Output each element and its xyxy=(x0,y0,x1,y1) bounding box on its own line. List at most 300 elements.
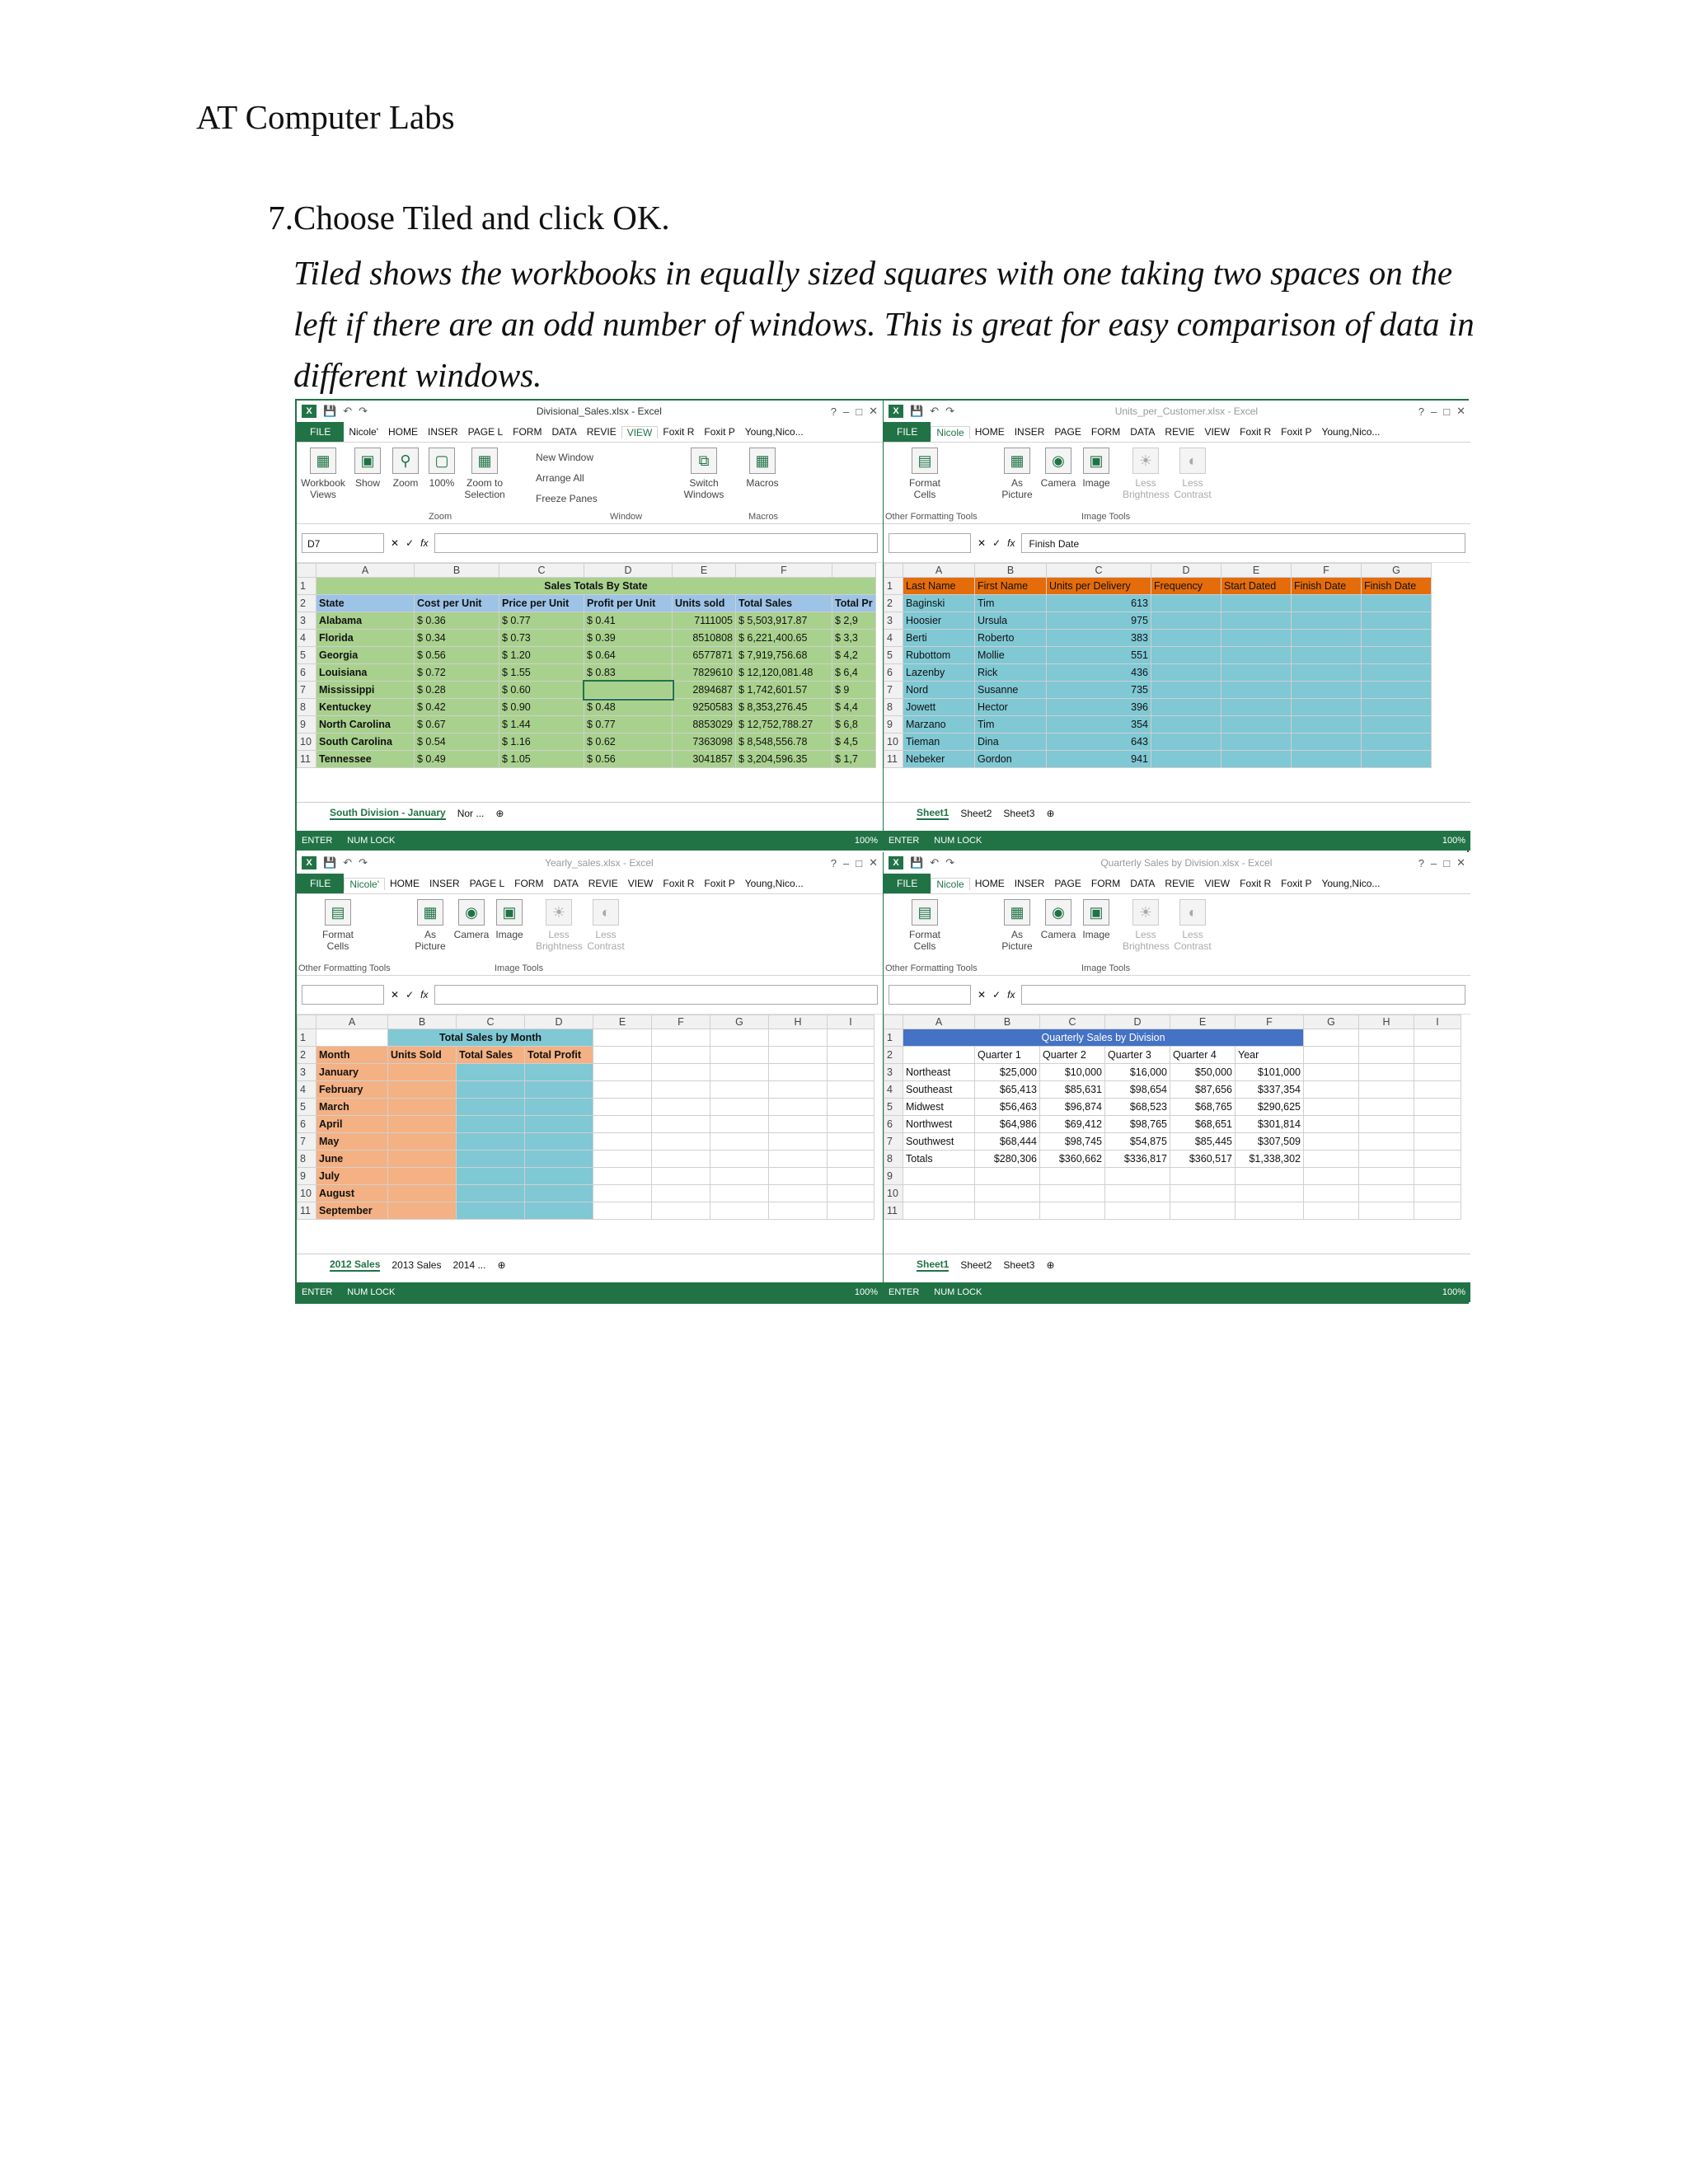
select-all-corner[interactable] xyxy=(298,564,316,578)
empty-cell[interactable] xyxy=(1414,1151,1461,1168)
value-cell[interactable]: 8510808 xyxy=(673,630,736,647)
tab-data[interactable]: DATA xyxy=(1130,878,1156,889)
macros-button[interactable] xyxy=(742,448,783,489)
value-cell[interactable]: 2894687 xyxy=(673,682,736,699)
tab-file[interactable]: FILE xyxy=(297,422,344,442)
value-cell[interactable]: $360,662 xyxy=(1040,1151,1105,1168)
help-icon[interactable]: ? xyxy=(830,405,837,418)
tab-view[interactable]: VIEW xyxy=(1204,878,1231,889)
value-cell[interactable]: $336,817 xyxy=(1105,1151,1170,1168)
value-cell[interactable]: $ 0.77 xyxy=(499,612,584,630)
empty-cell[interactable] xyxy=(1414,1116,1461,1133)
last-name-cell[interactable]: Rubottom xyxy=(903,647,975,664)
first-name-cell[interactable]: Dina xyxy=(975,733,1047,751)
empty-cell[interactable] xyxy=(652,1133,710,1151)
empty-cell[interactable] xyxy=(652,1064,710,1081)
value-cell[interactable]: 8853029 xyxy=(673,716,736,733)
cancel-icon[interactable]: ✕ xyxy=(391,989,400,1001)
empty-cell[interactable] xyxy=(388,1202,457,1220)
empty-cell[interactable] xyxy=(1362,733,1432,751)
empty-cell[interactable] xyxy=(1221,595,1292,612)
tab-data[interactable]: DATA xyxy=(551,426,577,438)
empty-cell[interactable] xyxy=(1221,751,1292,768)
column-header[interactable]: G xyxy=(710,1015,769,1029)
formula-input[interactable]: Finish Date xyxy=(1021,533,1465,553)
zoom-to-selection-button[interactable] xyxy=(462,448,508,500)
column-label[interactable]: Start Dated xyxy=(1221,578,1292,595)
value-cell[interactable]: $ 0.64 xyxy=(584,647,673,664)
empty-cell[interactable] xyxy=(1304,1133,1359,1151)
empty-cell[interactable] xyxy=(457,1168,525,1185)
state-cell[interactable]: Mississippi xyxy=(316,682,415,699)
row-header[interactable]: 3 xyxy=(884,1064,903,1081)
sheet-tab-2[interactable]: Sheet2 xyxy=(960,808,992,819)
empty-cell[interactable] xyxy=(457,1099,525,1116)
division-cell[interactable]: Northwest xyxy=(903,1116,975,1133)
empty-cell[interactable] xyxy=(828,1185,874,1202)
empty-cell[interactable] xyxy=(1221,647,1292,664)
tab-foxit-reader[interactable]: Foxit R xyxy=(663,878,695,889)
value-cell[interactable]: $69,412 xyxy=(1040,1116,1105,1133)
empty-cell[interactable] xyxy=(593,1047,652,1064)
row-header[interactable]: 8 xyxy=(884,699,903,716)
empty-cell[interactable] xyxy=(1304,1047,1359,1064)
value-cell[interactable]: $ 0.48 xyxy=(584,699,673,716)
column-header[interactable]: B xyxy=(975,1015,1040,1029)
empty-cell[interactable] xyxy=(1304,1029,1359,1047)
zoom-button[interactable] xyxy=(389,448,422,489)
row-header[interactable]: 9 xyxy=(298,716,316,733)
row-header[interactable]: 4 xyxy=(884,630,903,647)
empty-cell[interactable] xyxy=(1221,664,1292,682)
row-header[interactable]: 7 xyxy=(298,1133,316,1151)
empty-cell[interactable] xyxy=(769,1047,828,1064)
column-header[interactable]: B xyxy=(975,564,1047,578)
empty-cell[interactable] xyxy=(828,1029,874,1047)
window-quarterly-sales[interactable] xyxy=(884,852,1470,1302)
format-cells-button[interactable] xyxy=(900,448,950,500)
tab-nicole[interactable]: Nicole xyxy=(931,426,969,438)
value-cell[interactable]: $ 0.73 xyxy=(499,630,584,647)
switch-windows-button[interactable] xyxy=(679,448,729,500)
save-icon[interactable]: 💾 xyxy=(323,405,337,417)
empty-cell[interactable] xyxy=(1359,1081,1414,1099)
enter-icon[interactable]: ✓ xyxy=(406,989,415,1001)
empty-cell[interactable] xyxy=(769,1133,828,1151)
value-cell[interactable]: $87,656 xyxy=(1170,1081,1236,1099)
month-cell[interactable]: May xyxy=(316,1133,388,1151)
first-name-cell[interactable]: Roberto xyxy=(975,630,1047,647)
sheet-tab-active[interactable]: South Division - January xyxy=(330,807,446,818)
empty-cell[interactable] xyxy=(1362,699,1432,716)
empty-cell[interactable] xyxy=(1359,1151,1414,1168)
column-header[interactable]: D xyxy=(525,1015,593,1029)
window-divisional-sales[interactable] xyxy=(297,401,884,851)
empty-cell[interactable] xyxy=(593,1064,652,1081)
value-cell[interactable]: $ 12,752,788.27 xyxy=(736,716,832,733)
value-cell[interactable]: $ 0.39 xyxy=(584,630,673,647)
value-cell[interactable]: $ 7,919,756.68 xyxy=(736,647,832,664)
units-cell[interactable]: 975 xyxy=(1047,612,1151,630)
tab-foxit-pdf[interactable]: Foxit P xyxy=(704,878,735,889)
tab-page-layout[interactable]: PAGE xyxy=(1054,426,1081,438)
worksheet-grid[interactable] xyxy=(884,1015,1470,1254)
tab-home[interactable]: HOME xyxy=(974,878,1005,889)
tab-review[interactable]: REVIE xyxy=(588,878,618,889)
empty-cell[interactable] xyxy=(1304,1081,1359,1099)
empty-cell[interactable] xyxy=(1304,1202,1359,1220)
state-cell[interactable]: South Carolina xyxy=(316,733,415,751)
minimize-icon[interactable]: – xyxy=(843,405,850,418)
sheet-tab-1[interactable]: Sheet1 xyxy=(917,807,950,818)
empty-cell[interactable] xyxy=(1040,1168,1105,1185)
empty-cell[interactable] xyxy=(828,1064,874,1081)
value-cell[interactable]: $ 0.62 xyxy=(584,733,673,751)
empty-cell[interactable] xyxy=(710,1029,769,1047)
column-label[interactable]: First Name xyxy=(975,578,1047,595)
empty-cell[interactable] xyxy=(903,1202,975,1220)
row-header[interactable]: 6 xyxy=(884,664,903,682)
empty-cell[interactable] xyxy=(1236,1185,1304,1202)
value-cell[interactable]: $ 6,221,400.65 xyxy=(736,630,832,647)
row-header[interactable]: 10 xyxy=(298,733,316,751)
value-cell[interactable]: 9250583 xyxy=(673,699,736,716)
empty-cell[interactable] xyxy=(710,1064,769,1081)
column-header[interactable]: A xyxy=(316,1015,388,1029)
first-name-cell[interactable]: Tim xyxy=(975,595,1047,612)
undo-icon[interactable]: ↶ xyxy=(930,405,940,417)
row-header[interactable]: 2 xyxy=(298,1047,316,1064)
zoom-100-button[interactable] xyxy=(425,448,458,489)
enter-icon[interactable]: ✓ xyxy=(992,537,1001,549)
empty-cell[interactable] xyxy=(457,1151,525,1168)
empty-cell[interactable] xyxy=(828,1151,874,1168)
tab-formulas[interactable]: FORM xyxy=(513,426,542,438)
empty-cell[interactable] xyxy=(828,1081,874,1099)
empty-cell[interactable] xyxy=(710,1099,769,1116)
empty-cell[interactable] xyxy=(1359,1202,1414,1220)
value-cell[interactable]: $ 1.05 xyxy=(499,751,584,768)
units-cell[interactable]: 354 xyxy=(1047,716,1151,733)
add-sheet-icon[interactable]: ⊕ xyxy=(495,808,504,819)
empty-cell[interactable] xyxy=(828,1133,874,1151)
save-icon[interactable]: 💾 xyxy=(910,405,924,417)
row-header[interactable]: 3 xyxy=(298,1064,316,1081)
month-cell[interactable]: February xyxy=(316,1081,388,1099)
value-cell[interactable]: 7363098 xyxy=(673,733,736,751)
tab-page-layout[interactable]: PAGE xyxy=(1054,878,1081,889)
column-label[interactable]: Cost per Unit xyxy=(415,595,499,612)
row-header[interactable]: 7 xyxy=(298,682,316,699)
empty-cell[interactable] xyxy=(652,1185,710,1202)
undo-icon[interactable]: ↶ xyxy=(930,856,940,869)
first-name-cell[interactable]: Ursula xyxy=(975,612,1047,630)
first-name-cell[interactable]: Gordon xyxy=(975,751,1047,768)
row-header[interactable]: 10 xyxy=(298,1185,316,1202)
empty-cell[interactable] xyxy=(1292,682,1362,699)
tab-home[interactable]: HOME xyxy=(389,878,420,889)
value-cell[interactable]: $68,651 xyxy=(1170,1116,1236,1133)
row-header[interactable]: 11 xyxy=(298,751,316,768)
sheet-tab-1[interactable]: Sheet1 xyxy=(917,1258,950,1270)
value-cell[interactable]: $ 0.77 xyxy=(584,716,673,733)
empty-cell[interactable] xyxy=(1414,1133,1461,1151)
column-header[interactable]: H xyxy=(1359,1015,1414,1029)
user-name[interactable]: Young,Nico... xyxy=(744,426,804,438)
division-cell[interactable]: Southwest xyxy=(903,1133,975,1151)
empty-cell[interactable] xyxy=(710,1202,769,1220)
empty-cell[interactable] xyxy=(1151,647,1221,664)
column-label[interactable]: Month xyxy=(316,1047,388,1064)
empty-cell[interactable] xyxy=(769,1029,828,1047)
empty-cell[interactable] xyxy=(710,1081,769,1099)
maximize-icon[interactable]: □ xyxy=(1443,405,1451,418)
name-box[interactable] xyxy=(889,985,971,1005)
add-sheet-icon[interactable]: ⊕ xyxy=(497,1259,506,1271)
less-brightness-button[interactable] xyxy=(1123,448,1169,500)
empty-cell[interactable] xyxy=(1362,612,1432,630)
empty-cell[interactable] xyxy=(1170,1185,1236,1202)
empty-cell[interactable] xyxy=(1221,612,1292,630)
empty-cell[interactable] xyxy=(652,1168,710,1185)
help-icon[interactable]: ? xyxy=(1418,405,1424,418)
redo-icon[interactable]: ↷ xyxy=(945,856,954,869)
division-cell[interactable]: Northeast xyxy=(903,1064,975,1081)
sheet-tab-2012[interactable]: 2012 Sales xyxy=(330,1258,381,1270)
value-cell[interactable]: $ 0.28 xyxy=(415,682,499,699)
row-header[interactable]: 9 xyxy=(298,1168,316,1185)
state-cell[interactable]: Georgia xyxy=(316,647,415,664)
column-header[interactable]: E xyxy=(593,1015,652,1029)
value-cell[interactable]: $ 0.72 xyxy=(415,664,499,682)
tab-page-layout[interactable]: PAGE L xyxy=(467,426,504,438)
value-cell[interactable]: $ 0.56 xyxy=(415,647,499,664)
tab-foxit-reader[interactable]: Foxit R xyxy=(1240,878,1272,889)
value-cell[interactable]: $ 1.44 xyxy=(499,716,584,733)
undo-icon[interactable]: ↶ xyxy=(343,856,353,869)
redo-icon[interactable]: ↷ xyxy=(359,856,368,869)
column-header[interactable]: G xyxy=(1304,1015,1359,1029)
column-header[interactable]: D xyxy=(584,564,673,578)
empty-cell[interactable] xyxy=(593,1116,652,1133)
value-cell[interactable]: $ 6,4 xyxy=(832,664,876,682)
sheet-title[interactable]: Quarterly Sales by Division xyxy=(903,1029,1304,1047)
zoom-level[interactable]: 100% xyxy=(1442,1287,1465,1297)
value-cell[interactable]: $65,413 xyxy=(975,1081,1040,1099)
maximize-icon[interactable]: □ xyxy=(856,856,863,869)
format-cells-button[interactable] xyxy=(900,899,950,952)
save-icon[interactable]: 💾 xyxy=(910,856,924,869)
empty-cell[interactable] xyxy=(1221,716,1292,733)
empty-cell[interactable] xyxy=(1304,1099,1359,1116)
row-header[interactable]: 2 xyxy=(298,595,316,612)
column-label[interactable]: Total Pr xyxy=(832,595,876,612)
zoom-level[interactable]: 100% xyxy=(1442,836,1465,846)
empty-cell[interactable] xyxy=(1151,733,1221,751)
column-label[interactable]: Last Name xyxy=(903,578,975,595)
formula-input[interactable] xyxy=(434,533,878,553)
column-header[interactable]: I xyxy=(828,1015,874,1029)
empty-cell[interactable] xyxy=(1304,1185,1359,1202)
row-header[interactable]: 5 xyxy=(298,647,316,664)
value-cell[interactable]: $64,986 xyxy=(975,1116,1040,1133)
value-cell[interactable]: $85,631 xyxy=(1040,1081,1105,1099)
last-name-cell[interactable]: Nord xyxy=(903,682,975,699)
empty-cell[interactable] xyxy=(457,1133,525,1151)
empty-cell[interactable] xyxy=(1414,1168,1461,1185)
less-contrast-button[interactable] xyxy=(585,899,626,952)
column-header[interactable]: A xyxy=(316,564,415,578)
value-cell[interactable]: $50,000 xyxy=(1170,1064,1236,1081)
value-cell[interactable]: $ 3,204,596.35 xyxy=(736,751,832,768)
value-cell[interactable]: $ 1,742,601.57 xyxy=(736,682,832,699)
fx-icon[interactable]: fx xyxy=(1007,989,1015,1001)
row-header[interactable]: 5 xyxy=(298,1099,316,1116)
empty-cell[interactable] xyxy=(1304,1116,1359,1133)
camera-button[interactable] xyxy=(1040,899,1076,940)
empty-cell[interactable] xyxy=(388,1168,457,1185)
tab-foxit-pdf[interactable]: Foxit P xyxy=(704,426,735,438)
empty-cell[interactable] xyxy=(1362,751,1432,768)
empty-cell[interactable] xyxy=(1414,1029,1461,1047)
value-cell[interactable]: $10,000 xyxy=(1040,1064,1105,1081)
fx-icon[interactable]: fx xyxy=(420,989,429,1001)
empty-cell[interactable] xyxy=(388,1185,457,1202)
value-cell[interactable]: $96,874 xyxy=(1040,1099,1105,1116)
value-cell[interactable]: $ 0.90 xyxy=(499,699,584,716)
sheet-title[interactable]: Total Sales by Month xyxy=(388,1029,593,1047)
empty-cell[interactable] xyxy=(1221,699,1292,716)
empty-cell[interactable] xyxy=(525,1133,593,1151)
tab-insert[interactable]: INSER xyxy=(1014,878,1045,889)
tab-formulas[interactable]: FORM xyxy=(1090,878,1121,889)
column-label[interactable]: Profit per Unit xyxy=(584,595,673,612)
tab-home[interactable]: HOME xyxy=(974,426,1005,438)
name-box[interactable] xyxy=(889,533,971,553)
row-header[interactable]: 9 xyxy=(884,716,903,733)
tab-foxit-pdf[interactable]: Foxit P xyxy=(1281,878,1312,889)
image-button[interactable] xyxy=(1080,899,1113,940)
tab-insert[interactable]: INSER xyxy=(429,878,460,889)
new-window-button[interactable]: New Window xyxy=(536,452,594,463)
column-header[interactable]: H xyxy=(769,1015,828,1029)
empty-cell[interactable] xyxy=(1362,664,1432,682)
last-name-cell[interactable]: Tieman xyxy=(903,733,975,751)
select-all-corner[interactable] xyxy=(298,1015,316,1029)
selected-cell-d7[interactable] xyxy=(584,682,673,699)
value-cell[interactable]: $ 0.34 xyxy=(415,630,499,647)
value-cell[interactable]: $68,765 xyxy=(1170,1099,1236,1116)
row-header[interactable]: 8 xyxy=(298,699,316,716)
empty-cell[interactable] xyxy=(525,1064,593,1081)
minimize-icon[interactable]: – xyxy=(1431,405,1437,418)
sheet-tab-2014[interactable]: 2014 ... xyxy=(452,1259,486,1271)
row-header[interactable]: 10 xyxy=(884,733,903,751)
empty-cell[interactable] xyxy=(1362,630,1432,647)
less-contrast-button[interactable] xyxy=(1172,899,1213,952)
value-cell[interactable]: $290,625 xyxy=(1236,1099,1304,1116)
empty-cell[interactable] xyxy=(525,1185,593,1202)
value-cell[interactable]: $68,523 xyxy=(1105,1099,1170,1116)
column-header[interactable]: B xyxy=(388,1015,457,1029)
last-name-cell[interactable]: Marzano xyxy=(903,716,975,733)
add-sheet-icon[interactable]: ⊕ xyxy=(1046,1259,1055,1271)
empty-cell[interactable] xyxy=(1414,1099,1461,1116)
value-cell[interactable]: $ 1.55 xyxy=(499,664,584,682)
empty-cell[interactable] xyxy=(710,1185,769,1202)
month-cell[interactable]: July xyxy=(316,1168,388,1185)
value-cell[interactable]: $ 12,120,081.48 xyxy=(736,664,832,682)
empty-cell[interactable] xyxy=(710,1047,769,1064)
tab-nicole[interactable]: Nicole xyxy=(931,878,969,890)
user-name[interactable]: Young,Nico... xyxy=(1321,426,1381,438)
sheet-tab-3[interactable]: Sheet3 xyxy=(1003,1259,1035,1271)
column-header[interactable]: F xyxy=(736,564,832,578)
empty-cell[interactable] xyxy=(710,1151,769,1168)
window-yearly-sales[interactable] xyxy=(297,852,884,1302)
empty-cell[interactable] xyxy=(525,1099,593,1116)
empty-cell[interactable] xyxy=(1151,716,1221,733)
column-label[interactable]: Year xyxy=(1236,1047,1304,1064)
column-label[interactable]: Total Sales xyxy=(457,1047,525,1064)
state-cell[interactable]: North Carolina xyxy=(316,716,415,733)
last-name-cell[interactable]: Nebeker xyxy=(903,751,975,768)
tab-review[interactable]: REVIE xyxy=(586,426,617,438)
empty-cell[interactable] xyxy=(1151,612,1221,630)
empty-cell[interactable] xyxy=(1414,1047,1461,1064)
empty-cell[interactable] xyxy=(1221,630,1292,647)
empty-cell[interactable] xyxy=(457,1185,525,1202)
empty-cell[interactable] xyxy=(769,1185,828,1202)
column-header[interactable]: I xyxy=(1414,1015,1461,1029)
tab-formulas[interactable]: FORM xyxy=(514,878,544,889)
empty-cell[interactable] xyxy=(710,1133,769,1151)
close-icon[interactable]: ✕ xyxy=(869,405,878,417)
month-cell[interactable]: March xyxy=(316,1099,388,1116)
tab-view[interactable]: VIEW xyxy=(1204,426,1231,438)
value-cell[interactable]: $360,517 xyxy=(1170,1151,1236,1168)
units-cell[interactable]: 383 xyxy=(1047,630,1151,647)
column-label[interactable]: Quarter 1 xyxy=(975,1047,1040,1064)
redo-icon[interactable]: ↷ xyxy=(945,405,954,417)
value-cell[interactable]: $ 9 xyxy=(832,682,876,699)
row-header[interactable]: 10 xyxy=(884,1185,903,1202)
first-name-cell[interactable]: Hector xyxy=(975,699,1047,716)
value-cell[interactable]: $ 0.60 xyxy=(499,682,584,699)
user-name[interactable]: Young,Nico... xyxy=(1321,878,1381,889)
format-cells-button[interactable] xyxy=(313,899,363,952)
close-icon[interactable]: ✕ xyxy=(869,856,878,869)
empty-cell[interactable] xyxy=(1292,751,1362,768)
tab-data[interactable]: DATA xyxy=(1130,426,1156,438)
maximize-icon[interactable]: □ xyxy=(1443,856,1451,869)
empty-cell[interactable] xyxy=(828,1099,874,1116)
tab-file[interactable]: FILE xyxy=(884,874,931,893)
value-cell[interactable]: $ 6,8 xyxy=(832,716,876,733)
empty-cell[interactable] xyxy=(1359,1185,1414,1202)
column-header[interactable]: G xyxy=(1362,564,1432,578)
row-header[interactable]: 8 xyxy=(298,1151,316,1168)
column-label[interactable]: Finish Date xyxy=(1292,578,1362,595)
column-header[interactable]: E xyxy=(1221,564,1292,578)
value-cell[interactable]: 7829610 xyxy=(673,664,736,682)
empty-cell[interactable] xyxy=(828,1168,874,1185)
empty-cell[interactable] xyxy=(1151,664,1221,682)
add-sheet-icon[interactable]: ⊕ xyxy=(1046,808,1055,819)
row-header[interactable]: 1 xyxy=(884,1029,903,1047)
empty-cell[interactable] xyxy=(1105,1185,1170,1202)
cancel-icon[interactable]: ✕ xyxy=(978,989,987,1001)
